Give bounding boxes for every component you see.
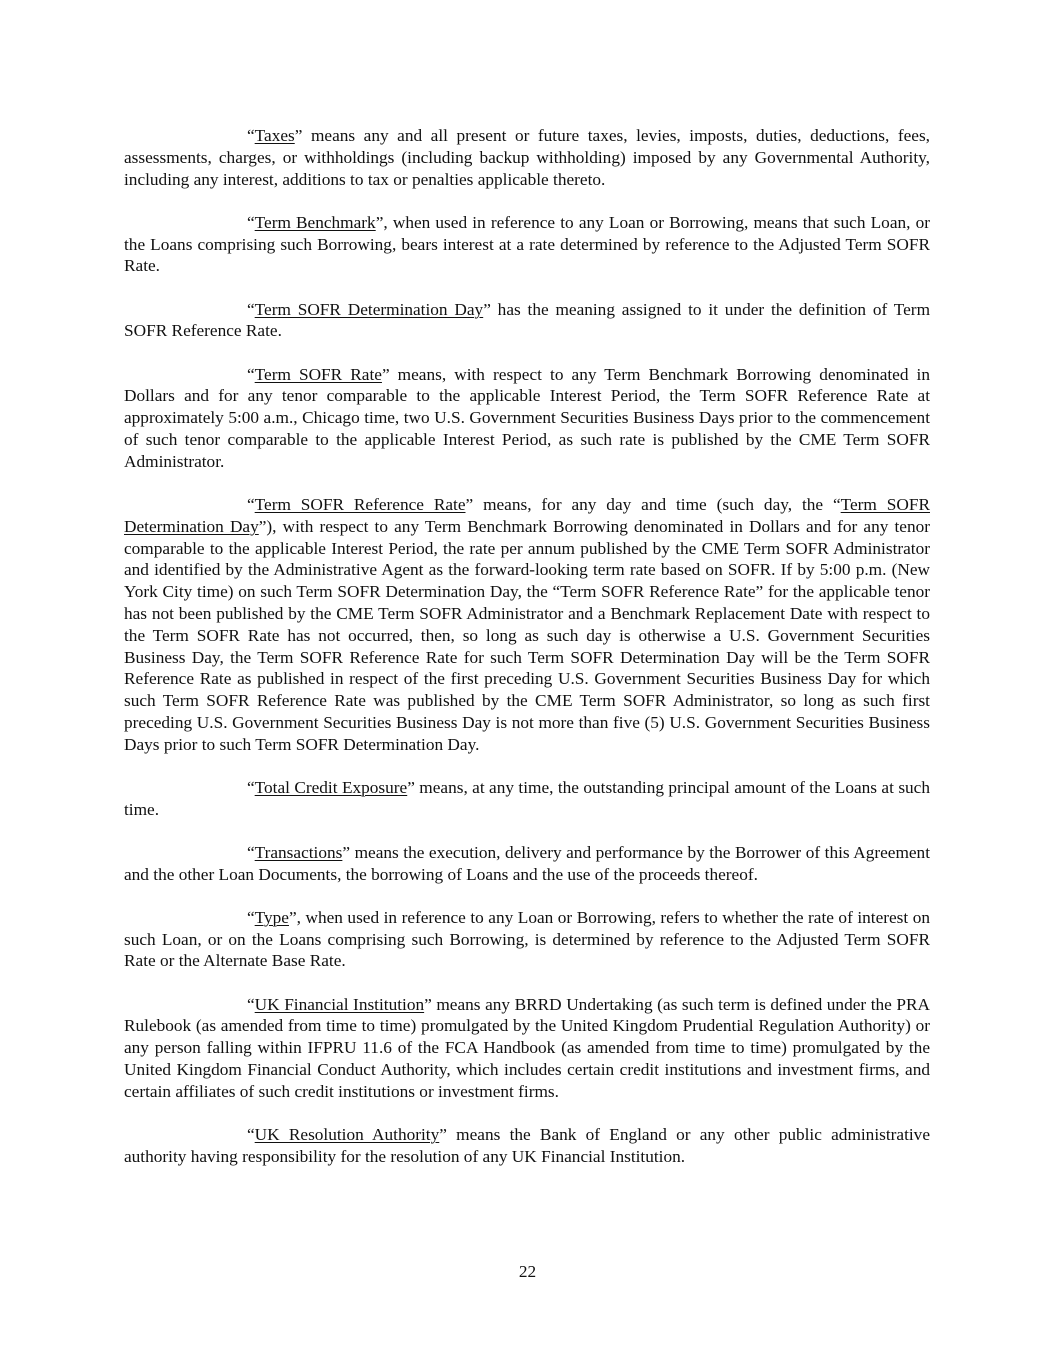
definition-text: ” means any BRRD Undertaking (as such term is defined under the PRA Rulebook (as amended from time to time) promulgated by the United Kingdom Prudential Regulation Authority) or any person falling within IFPRU 11.6 of the FCA Handbook (as amended from time to time) promulgated by the United Kingdom Financial Conduct Authority, which includes certain credit institutions and investment firms, and certain affiliates of such credit institutions or investment firms. bbox=[124, 994, 930, 1101]
definition-uk-financial-institution bbox=[124, 994, 930, 1103]
defined-term: Taxes bbox=[254, 126, 295, 145]
defined-term: Total Credit Exposure bbox=[254, 777, 408, 797]
defined-term: Type bbox=[254, 907, 289, 927]
definition-term-benchmark bbox=[124, 212, 930, 277]
defined-term: Term Benchmark bbox=[254, 212, 376, 232]
defined-term: Term SOFR Rate bbox=[254, 364, 382, 384]
definition-text: ” means, at any time, the outstanding principal amount of the Loans at such time. bbox=[124, 777, 930, 819]
defined-term-secondary: Term SOFR Determination Day bbox=[124, 494, 930, 536]
definition-term-sofr-rate bbox=[124, 364, 930, 473]
definition-text: ” means the execution, delivery and performance by the Borrower of this Agreement and the other Loan Documents, the borrowing of Loans and the use of the proceeds thereof. bbox=[124, 842, 930, 884]
definition-text: ”, when used in reference to any Loan or Borrowing, refers to whether the rate of interest on such Loan, or on the Loans comprising such Borrowing, is determined by reference to the Adjusted Term SOFR Rate or the Alternate Base Rate. bbox=[124, 907, 930, 971]
definition-term-sofr-determination-day bbox=[124, 299, 930, 343]
definition-taxes bbox=[124, 125, 930, 190]
open-quote: “ bbox=[247, 299, 255, 319]
defined-term: UK Resolution Authority bbox=[254, 1125, 440, 1144]
open-quote: “ bbox=[247, 364, 255, 384]
definition-text-continued: ”), with respect to any Term Benchmark Borrowing denominated in Dollars and for any tenor comparable to the applicable Interest Period, the rate per annum published by the CME Term SOFR Administrator and identified by the Administrative Agent as the forward-looking term rate based on SOFR. If by 5:00 p.m. (New York City time) on such Term SOFR Determination Day, the “Term SOFR Reference Rate” for the applicable tenor has not been published by the CME Term SOFR Administrator and a Benchmark Replacement Date with respect to the Term SOFR Rate has not occurred, then, so long as such day is otherwise a U.S. Government Securities Business Day, the Term SOFR Reference Rate for such Term SOFR Determination Day will be the Term SOFR Reference Rate as published in respect of the first preceding U.S. Government Securities Business Day for which such Term SOFR Reference Rate was published by the CME Term SOFR Administrator, so long as such first preceding U.S. Government Securities Business Day is not more than five (5) U.S. Government Securities Business Days prior to such Term SOFR Determination Day. bbox=[124, 516, 930, 754]
open-quote: “ bbox=[247, 994, 255, 1014]
definition-transactions bbox=[124, 842, 930, 886]
defined-term: Term SOFR Determination Day bbox=[254, 299, 484, 319]
defined-term: Transactions bbox=[254, 842, 343, 862]
definition-text: ”, when used in reference to any Loan or Borrowing, means that such Loan, or the Loans comprising such Borrowing, bears interest at a rate determined by reference to the Adjusted Term SOFR Rate. bbox=[124, 212, 930, 276]
definition-text: ” means the Bank of England or any other public administrative authority having responsibility for the resolution of any UK Financial Institution. bbox=[124, 1125, 930, 1166]
page-number: 22 bbox=[518, 1262, 537, 1281]
definition-total-credit-exposure bbox=[124, 777, 930, 821]
definition-type bbox=[124, 907, 930, 972]
open-quote: “ bbox=[247, 494, 255, 514]
definition-text: ” means, for any day and time (such day, the “ bbox=[465, 494, 841, 514]
definition-term-sofr-reference-rate bbox=[124, 494, 930, 756]
open-quote: “ bbox=[247, 842, 255, 862]
open-quote: “ bbox=[247, 777, 255, 797]
definition-text: ” means any and all present or future taxes, levies, imposts, duties, deductions, fees, assessments, charges, or withholdings (including backup withholding) imposed by any Governmental Authority, including any interest, additions to tax or penalties applicable thereto. bbox=[124, 126, 930, 189]
defined-term: UK Financial Institution bbox=[254, 994, 425, 1014]
open-quote: “ bbox=[247, 212, 255, 232]
open-quote: “ bbox=[247, 126, 255, 145]
open-quote: “ bbox=[247, 1125, 255, 1144]
definition-uk-resolution-authority bbox=[124, 1124, 930, 1168]
open-quote: “ bbox=[247, 907, 255, 927]
definition-text: ” has the meaning assigned to it under the definition of Term SOFR Reference Rate. bbox=[124, 299, 931, 341]
definition-text: ” means, with respect to any Term Benchmark Borrowing denominated in Dollars and for any tenor comparable to the applicable Interest Period, the Term SOFR Reference Rate at approximately 5:00 a.m., Chicago time, two U.S. Government Securities Business Days prior to the commencement of such tenor comparable to the applicable Interest Period, as such rate is published by the CME Term SOFR Administrator. bbox=[124, 364, 930, 471]
defined-term: Term SOFR Reference Rate bbox=[254, 494, 466, 514]
definitions-section bbox=[124, 125, 930, 1189]
